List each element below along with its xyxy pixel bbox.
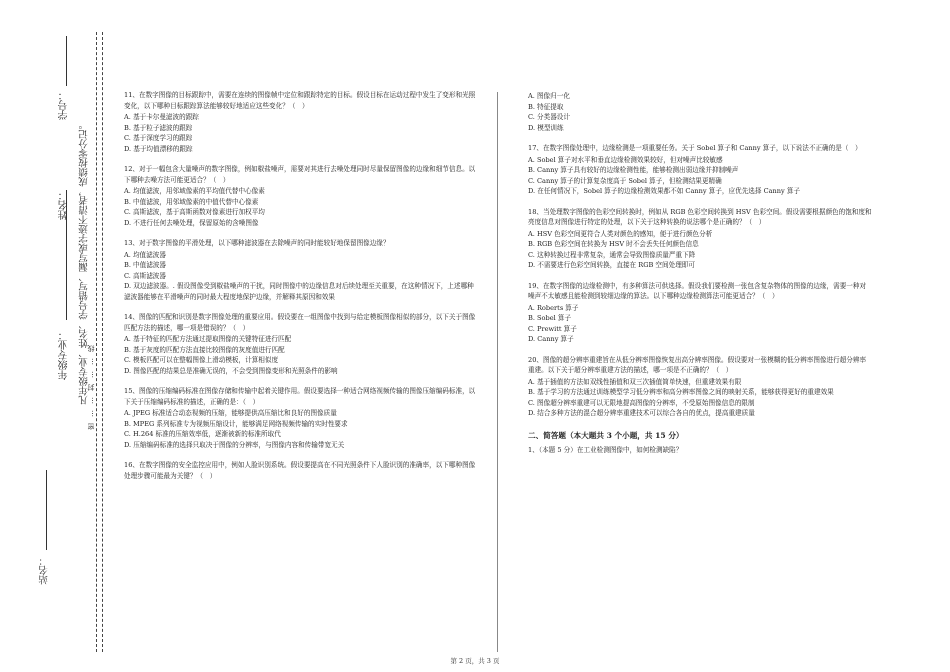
option-b: B. 基于粒子滤波的跟踪 [124,123,193,132]
name-label: 姓名： [59,190,70,220]
question-stem: 13、对于数字图像的平滑处理，以下哪种滤波器在去除噪声的同时能较好地保留图像边缘？ [124,239,390,247]
id-fill-line [66,36,67,86]
option-a: A. Sobel 算子对水平和垂直边缘检测效果较好，但对噪声比较敏感 [528,155,723,164]
option-c: C. 模板匹配可以在整幅图像上滑动模板，计算相似度 [124,356,279,364]
right-column [528,90,872,456]
question-14 [124,312,479,376]
option-c: C. 分类器设计 [528,113,570,121]
seal-dashed-line-inner [102,32,103,652]
question-20 [528,355,872,419]
question-12 [124,164,479,228]
page-footer: 第 2 页，共 3 页 [450,657,500,665]
question-stem: 18、当处理数字图像的色彩空间转换时，例如从 RGB 色彩空间转换到 HSV 色彩空间。假设需要根据颜色的饱和度和亮度信息对图像进行特定的处理，以下关于这种转换的说法哪个是正确的？（ ） [528,207,872,226]
option-d: D. 模型训练 [528,123,564,132]
option-a: A. HSV 色彩空间更符合人类对颜色的感知，便于进行颜色分析 [528,229,713,238]
option-a: A. 基于特征的匹配方法通过提取图像的关键特征进行匹配 [124,335,292,343]
option-c: C. 高斯滤波，基于高斯函数对像素进行加权平均 [124,208,265,216]
option-d: D. 结合多种方法的混合超分辨率重建技术可以综合各自的优点，提高重建质量 [528,409,755,417]
option-b: B. 基于学习的方法通过训练模型学习低分辨率和高分辨率图像之间的映射关系，能够获得更好的重建效果 [528,388,834,396]
option-d: D. 不需要进行色彩空间转换，直接在 RGB 空间处理即可 [528,261,695,269]
option-b: B. Sobel 算子 [528,314,572,322]
option-d: D. 双边滤波器。. 假设图像受到椒盐噪声的干扰，同时图像中的边缘信息对后续处理至关重要，在这种情况下，上述哪种滤波器能够在平滑噪声的同时最大程度地保护边缘，并解释其原因和效果 [124,282,474,301]
option-b: B. RGB 色彩空间在转换为 HSV 时不会丢失任何颜色信息 [528,240,699,248]
id-label: 学号： [59,90,70,120]
section-title: 二、简答题（本大题共 3 个小题，共 15 分） [528,430,684,440]
column-divider [497,92,498,652]
question-stem: 14、图像的匹配和识别是数字图像处理的重要应用。假设要在一组图像中找到与给定模板图像相似的部分，以下关于图像匹配方法的描述，哪一项是错误的？（ ） [124,313,476,332]
option-d: D. 压缩编码标准的选择只取决于图像的分辨率，与图像内容和传输带宽无关 [124,440,345,449]
question-11 [124,90,479,154]
seal-dashed-line [96,32,97,652]
question-stem: 17、在数字图像处理中，边缘检测是一项重要任务。关于 Sobel 算子和 Canny 算子，以下说法不正确的是（ ） [528,144,862,152]
question-17 [528,143,872,197]
question-stem: 20、图像的超分辨率重建旨在从低分辨率图像恢复出高分辨率图像。假设要对一张模糊的低分辨率图像进行超分辨率重建。以下关于超分辨率重建方法的描述，哪一项是不正确的？（ ） [528,355,867,374]
binding-margin [0,0,110,672]
option-c: C. Prewitt 算子 [528,324,577,333]
option-a: A. JPEG 标准适合动态视频的压缩，能够提供高压缩比和良好的图像质量 [124,409,337,417]
question-16 [124,460,479,481]
option-a: A. 基于插值的方法如双线性插值和双三次插值简单快速，但重建效果有限 [528,377,742,386]
option-c: C. 这种转换过程非常复杂，通常会导致图像质量严重下降 [528,250,696,259]
option-d: D. Canny 算子 [528,335,574,343]
question-18 [528,207,872,271]
option-d: D. 在任何情况下，Sobel 算子的边缘检测效果都不如 Canny 算子，应优先选择 Canny 算子 [528,187,801,195]
option-a: A. 图像归一化 [528,92,570,100]
question-stem: 15、图像的压缩编码标准在图像存储和传输中起着关键作用。假设要选择一种适合网络视频传输的图像压缩编码标准，以下关于压缩编码标准的描述，正确的是：（ ） [124,387,476,406]
option-d: D. 基于均值漂移的跟踪 [124,144,193,153]
question-stem: 16、在数字图像的安全监控应用中，例如人脸识别系统。假设要提高在不同光照条件下人脸识别的准确率，以下哪种图像处理步骤可能最为关键？（ ） [124,461,476,480]
option-c: C. 高斯滤波器 [124,271,166,280]
option-c: C. Canny 算子的计算复杂度高于 Sobel 算子，但检测结果更精确 [528,176,722,185]
left-column [124,90,479,491]
option-a: A. 基于卡尔曼滤波的跟踪 [124,113,199,121]
major-label: 年级专业： [59,330,70,380]
question-stem: 19、在数字图像的边缘检测中，有多种算法可供选择。假设我们要检测一张包含复杂物体的图像的边缘，需要一种对噪声不太敏感且能检测到较细边缘的算法。以下哪种边缘检测算法可能更适合？（ ） [528,281,867,300]
option-b: B. 中值滤波，用邻域像素的中值代替中心像素 [124,197,259,206]
option-b: B. Canny 算子具有较好的边缘检测性能，能够检测出弱边缘并抑制噪声 [528,166,739,174]
option-a: A. 均值滤波器 [124,250,166,259]
question-stem: 11、在数字图像的目标跟踪中，需要在连续的图像帧中定位和跟踪特定的目标。假设目标在运动过程中发生了变形和光照变化，以下哪种目标跟踪算法能够较好地适应这些变化？（ ） [124,91,476,110]
option-b: B. 特征提取 [528,102,564,111]
option-c: C. 基于深度学习的跟踪 [124,134,193,142]
short-answer-question-1: 1、（本题 5 分）在工业检测图像中，如何检测缺陷？ [528,446,683,454]
seat-fill-line [46,470,47,550]
question-15 [124,386,479,450]
option-c: C. H.264 标准的压缩效率低，逐渐被新的标准所取代 [124,430,281,438]
option-b: B. MPEG 系列标准专为视频压缩设计，能够满足网络视频传输的实时性要求 [124,419,348,428]
option-b: B. 基于灰度的匹配方法直接比较图像的灰度值进行匹配 [124,345,285,354]
question-16-options [528,91,872,133]
binding-instruction: 凡年级专业、姓名、学号错写、漏写或字迹不清者，成绩按零分记。 [79,120,90,405]
option-a: A. Roberts 算子 [528,303,579,312]
question-stem: 12、对于一幅包含大量噪声的数字图像，例如椒盐噪声，需要对其进行去噪处理同时尽量保留图像的边缘和细节信息。以下哪种去噪方法可能更适合？（ ） [124,165,476,184]
question-19 [528,281,872,345]
seal-line-text: 密……封……线 [87,339,95,430]
option-d: D. 不进行任何去噪处理，保留原始的含噪图像 [124,218,259,227]
option-d: D. 图像匹配的结果总是准确无误的，不会受到图像变形和光照条件的影响 [124,366,338,375]
question-13 [124,238,479,302]
option-b: B. 中值滤波器 [124,261,167,269]
option-a: A. 均值滤波，用邻域像素的平均值代替中心像素 [124,187,265,195]
seat-label: 站名： [39,556,50,585]
option-c: C. 图像超分辨率重建可以无限地提高图像的分辨率，不受原始图像信息的限制 [528,398,755,407]
